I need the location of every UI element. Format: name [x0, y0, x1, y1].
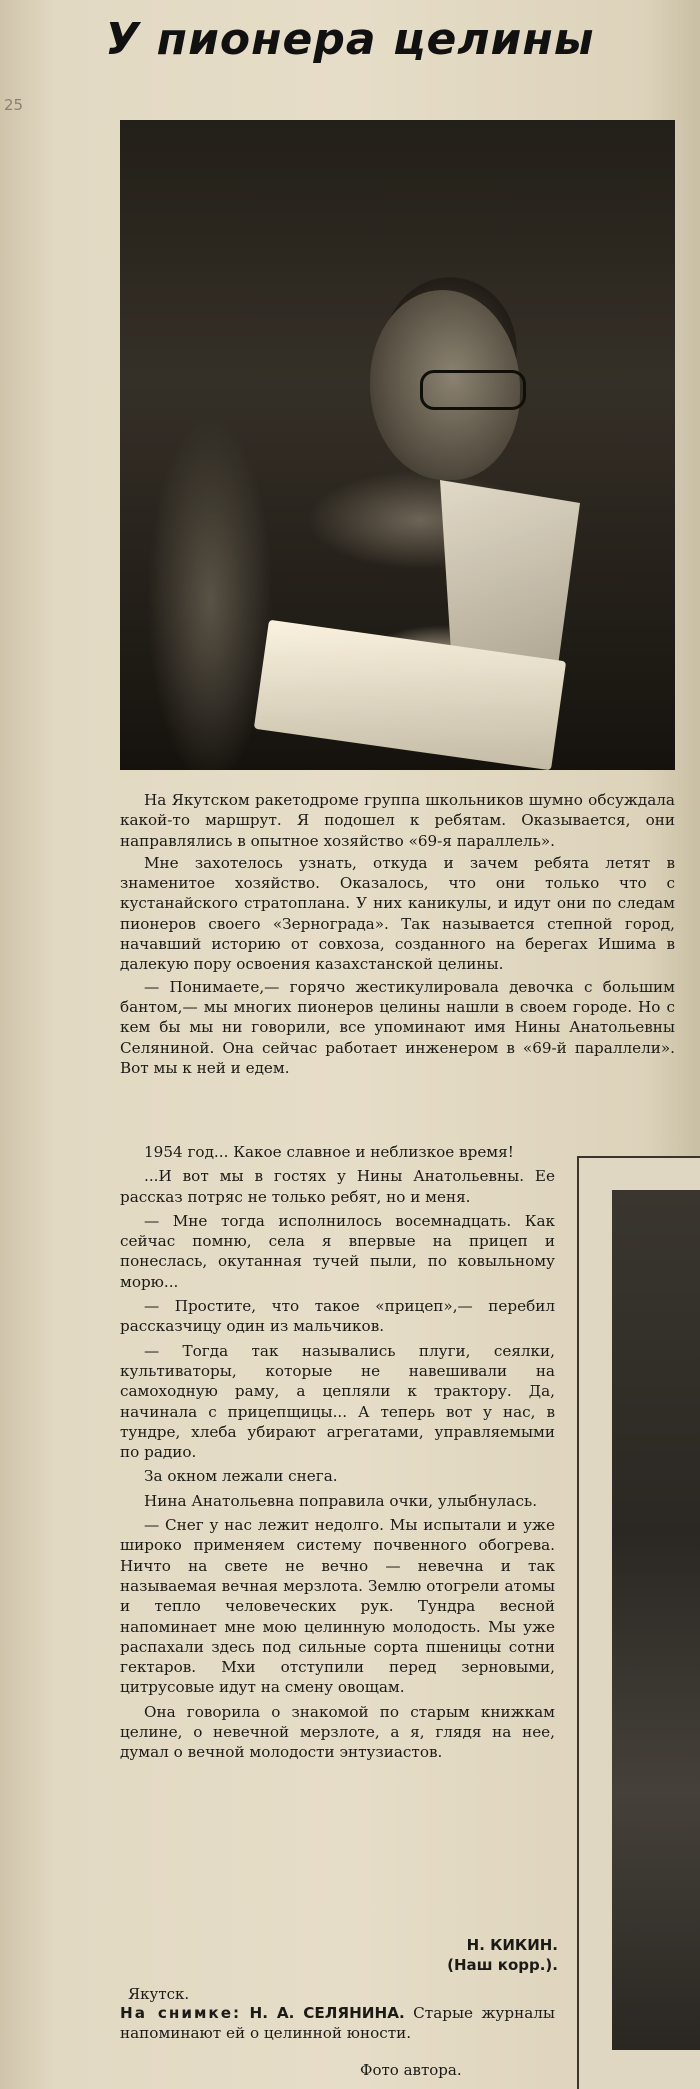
- article-body-wide: [120, 790, 675, 1080]
- article-paragraph: — Простите, что такое «прицеп»,— перебил рассказчицу один из мальчиков.: [120, 1297, 555, 1336]
- caption-lead: На снимке:: [120, 2004, 242, 2022]
- article-paragraph: Мне захотелось узнать, откуда и зачем ребята летят в знаменитое хозяйство. Оказалось, что они только что с кустанайского стратоплана. У них каникулы, и идут они по следам пионеров своего «Зернограда». Так называется степной город, начавший историю от совхоза, созданного на берегах Ишима в далекую пору освоения казахстанской целины.: [120, 853, 675, 974]
- adjacent-photo: [612, 1190, 700, 2050]
- photo-credit: Фото автора.: [360, 2061, 462, 2079]
- author-name: Н. КИКИН.: [466, 1936, 558, 1954]
- caption-text: Старые журналы напоминают ей о целинной юности.: [120, 2004, 556, 2042]
- article-paragraph: Нина Анатольевна поправила очки, улыбнулась.: [144, 1491, 538, 1510]
- article-paragraph: За окном лежали снега.: [144, 1467, 338, 1486]
- article-paragraph: На Якутском ракетодроме группа школьников шумно обсуждала какой-то маршрут. Я подошел к ребятам. Оказывается, они направлялись в опытное хозяйство «69-я параллель».: [120, 791, 675, 850]
- article-paragraph: — Снег у нас лежит недолго. Мы испытали и уже широко применяем систему почвенного обогрева. Ничто на свете не вечно — невечна и так называемая вечная мерзлота. Землю отогрели атомы и тепло человеческих рук. Тундра весной напоминает мне мою целинную молодость. Мы уже распахали здесь под сильные сорта пшеницы сотни гектаров. Мхи отступили перед зерновыми, цитрусовые идут на смену овощам.: [120, 1516, 555, 1697]
- article-paragraph: Она говорила о знакомой по старым книжкам целине, о невечной мерзлоте, а я, глядя на нее, думал о вечной молодости энтузиастов.: [120, 1702, 555, 1762]
- author-signature: [370, 1935, 558, 1975]
- article-paragraph: — Понимаете,— горячо жестикулировала девочка с большим бантом,— мы многих пионеров целины нашли в своем городе. Но с кем бы мы ни говорили, все упоминают имя Нины Анатольевны Селяниной. Она сейчас работает инженером в «69-й параллели». Вот мы к ней и едем.: [120, 977, 675, 1077]
- dateline-place: Якутск.: [128, 1985, 190, 2003]
- article-paragraph: — Тогда так назывались плуги, сеялки, культиваторы, которые не навешивали на самоходную раму, а цепляли к трактору. Да, начинала с прицепщицы... А теперь вот у нас, в тундре, хлеба убирают агрегатами, управляемыми по радио.: [120, 1341, 555, 1462]
- article-body-narrow: [120, 1142, 555, 1767]
- author-note: (Наш корр.).: [447, 1956, 558, 1974]
- article-paragraph: 1954 год... Какое славное и неблизкое время!: [144, 1143, 514, 1161]
- page-corner-mark: 25: [4, 96, 24, 114]
- caption-name: Н. А. СЕЛЯНИНА.: [249, 2004, 405, 2022]
- photo-glasses: [420, 370, 526, 410]
- article-paragraph: — Мне тогда исполнилось восемнадцать. Как сейчас помню, села я впервые на прицеп и понеслась, окутанная тучей пыли, по ковыльному морю...: [120, 1211, 555, 1291]
- photo-caption: [120, 2003, 555, 2043]
- main-photo: [120, 120, 675, 770]
- article-paragraph: ...И вот мы в гостях у Нины Анатольевны. Ее рассказ потряс не только ребят, но и меня.: [120, 1167, 555, 1206]
- article-headline: У пионера целины: [105, 14, 595, 65]
